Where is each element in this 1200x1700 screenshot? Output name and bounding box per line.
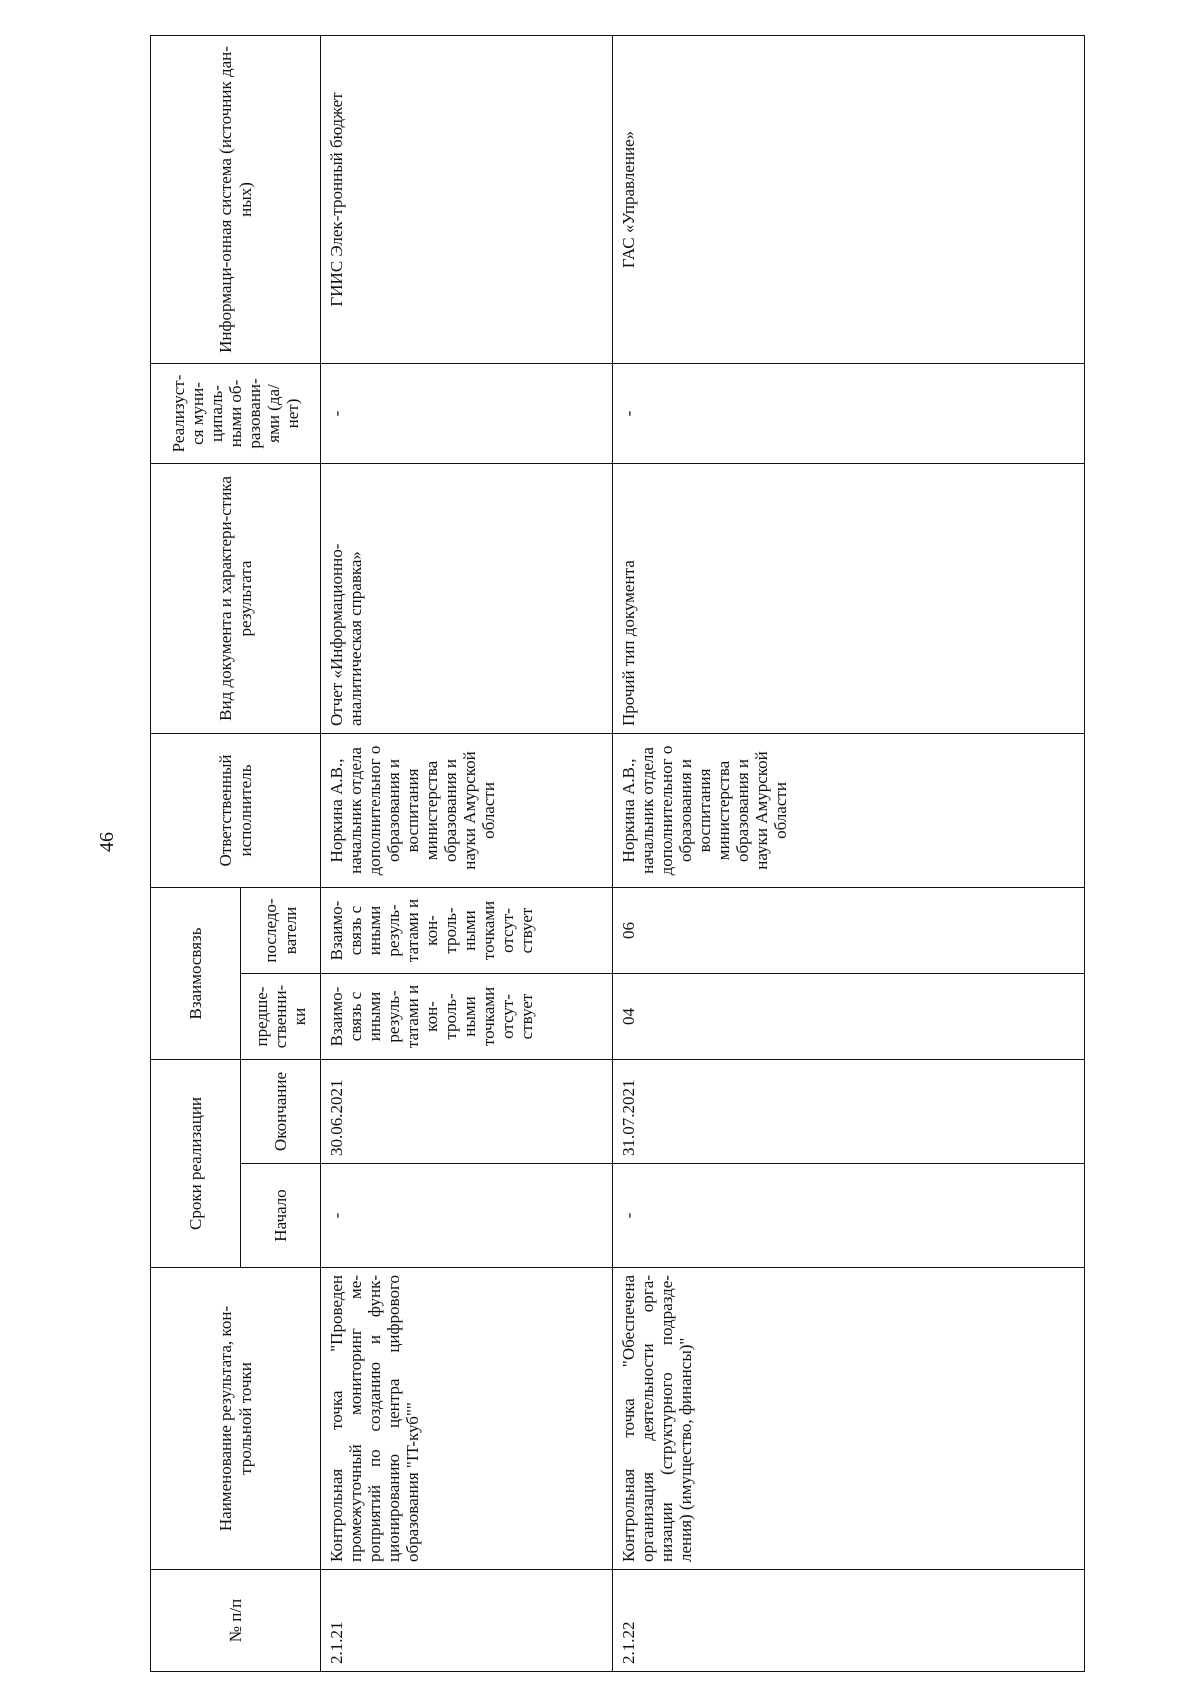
cell-successors: 06 [613, 887, 1085, 973]
cell-end: 31.07.2021 [613, 1060, 1085, 1164]
header-name: Наименование результата, кон-трольной точки [151, 1268, 321, 1570]
cell-start: - [321, 1164, 613, 1268]
cell-municipal: - [613, 363, 1085, 463]
cell-predecessors: Взаимо-связь с иными резуль-татами и кон-троль-ными точками отсут-ствует [321, 974, 613, 1060]
header-info-system: Информаци-онная система (источник дан-ных) [151, 35, 321, 363]
cell-info-system: ГАС «Управление» [613, 35, 1085, 363]
header-row [151, 35, 241, 1671]
table-row [613, 35, 1085, 1671]
header-start: Начало [241, 1164, 321, 1268]
cell-predecessors: 04 [613, 974, 1085, 1060]
cell-responsible: Норкина А.В., начальник отдела дополнительног о образования и воспитания министерства образования и науки Амурской области [613, 733, 1085, 887]
cell-end: 30.06.2021 [321, 1060, 613, 1164]
cell-num: 2.1.22 [613, 1570, 1085, 1672]
header-end: Окончание [241, 1060, 321, 1164]
page-number: 46 [96, 832, 118, 852]
cell-successors: Взаимо-связь с иными резуль-татами и кон-троль-ными точками отсут-ствует [321, 887, 613, 973]
cell-municipal: - [321, 363, 613, 463]
header-relation: Взаимосвязь [151, 887, 241, 1059]
cell-name: Контрольная точка "Проведен промежуточный мониторинг ме-роприятий по созданию и функ-ционированию центра цифрового образования "IT-куб"" [321, 1268, 613, 1570]
cell-responsible: Норкина А.В., начальник отдела дополнительног о образования и воспитания министерства образования и науки Амурской области [321, 733, 613, 887]
cell-name: Контрольная точка "Обеспечена организация деятельности орга-низации (структурного подразде-ления) (имущество, финансы)" [613, 1268, 1085, 1570]
table-row [321, 35, 613, 1671]
cell-doc-type: Отчет «Информационно-аналитическая справка» [321, 463, 613, 733]
plan-table [150, 35, 1085, 1672]
header-predecessors: предше-ственни-ки [241, 974, 321, 1060]
header-doc-type: Вид документа и характери-стика результата [151, 463, 321, 733]
header-municipal: Реализуст-ся муни-ципаль-ными об-разовани-ями (да/нет) [151, 363, 321, 463]
header-successors: последо-ватели [241, 887, 321, 973]
cell-num: 2.1.21 [321, 1570, 613, 1672]
header-terms: Сроки реализации [151, 1060, 241, 1268]
cell-info-system: ГИИС Элек-тронный бюджет [321, 35, 613, 363]
header-num: № п/п [151, 1570, 321, 1672]
cell-doc-type: Прочий тип документа [613, 463, 1085, 733]
header-responsible: Ответственный исполнитель [151, 733, 321, 887]
cell-start: - [613, 1164, 1085, 1268]
